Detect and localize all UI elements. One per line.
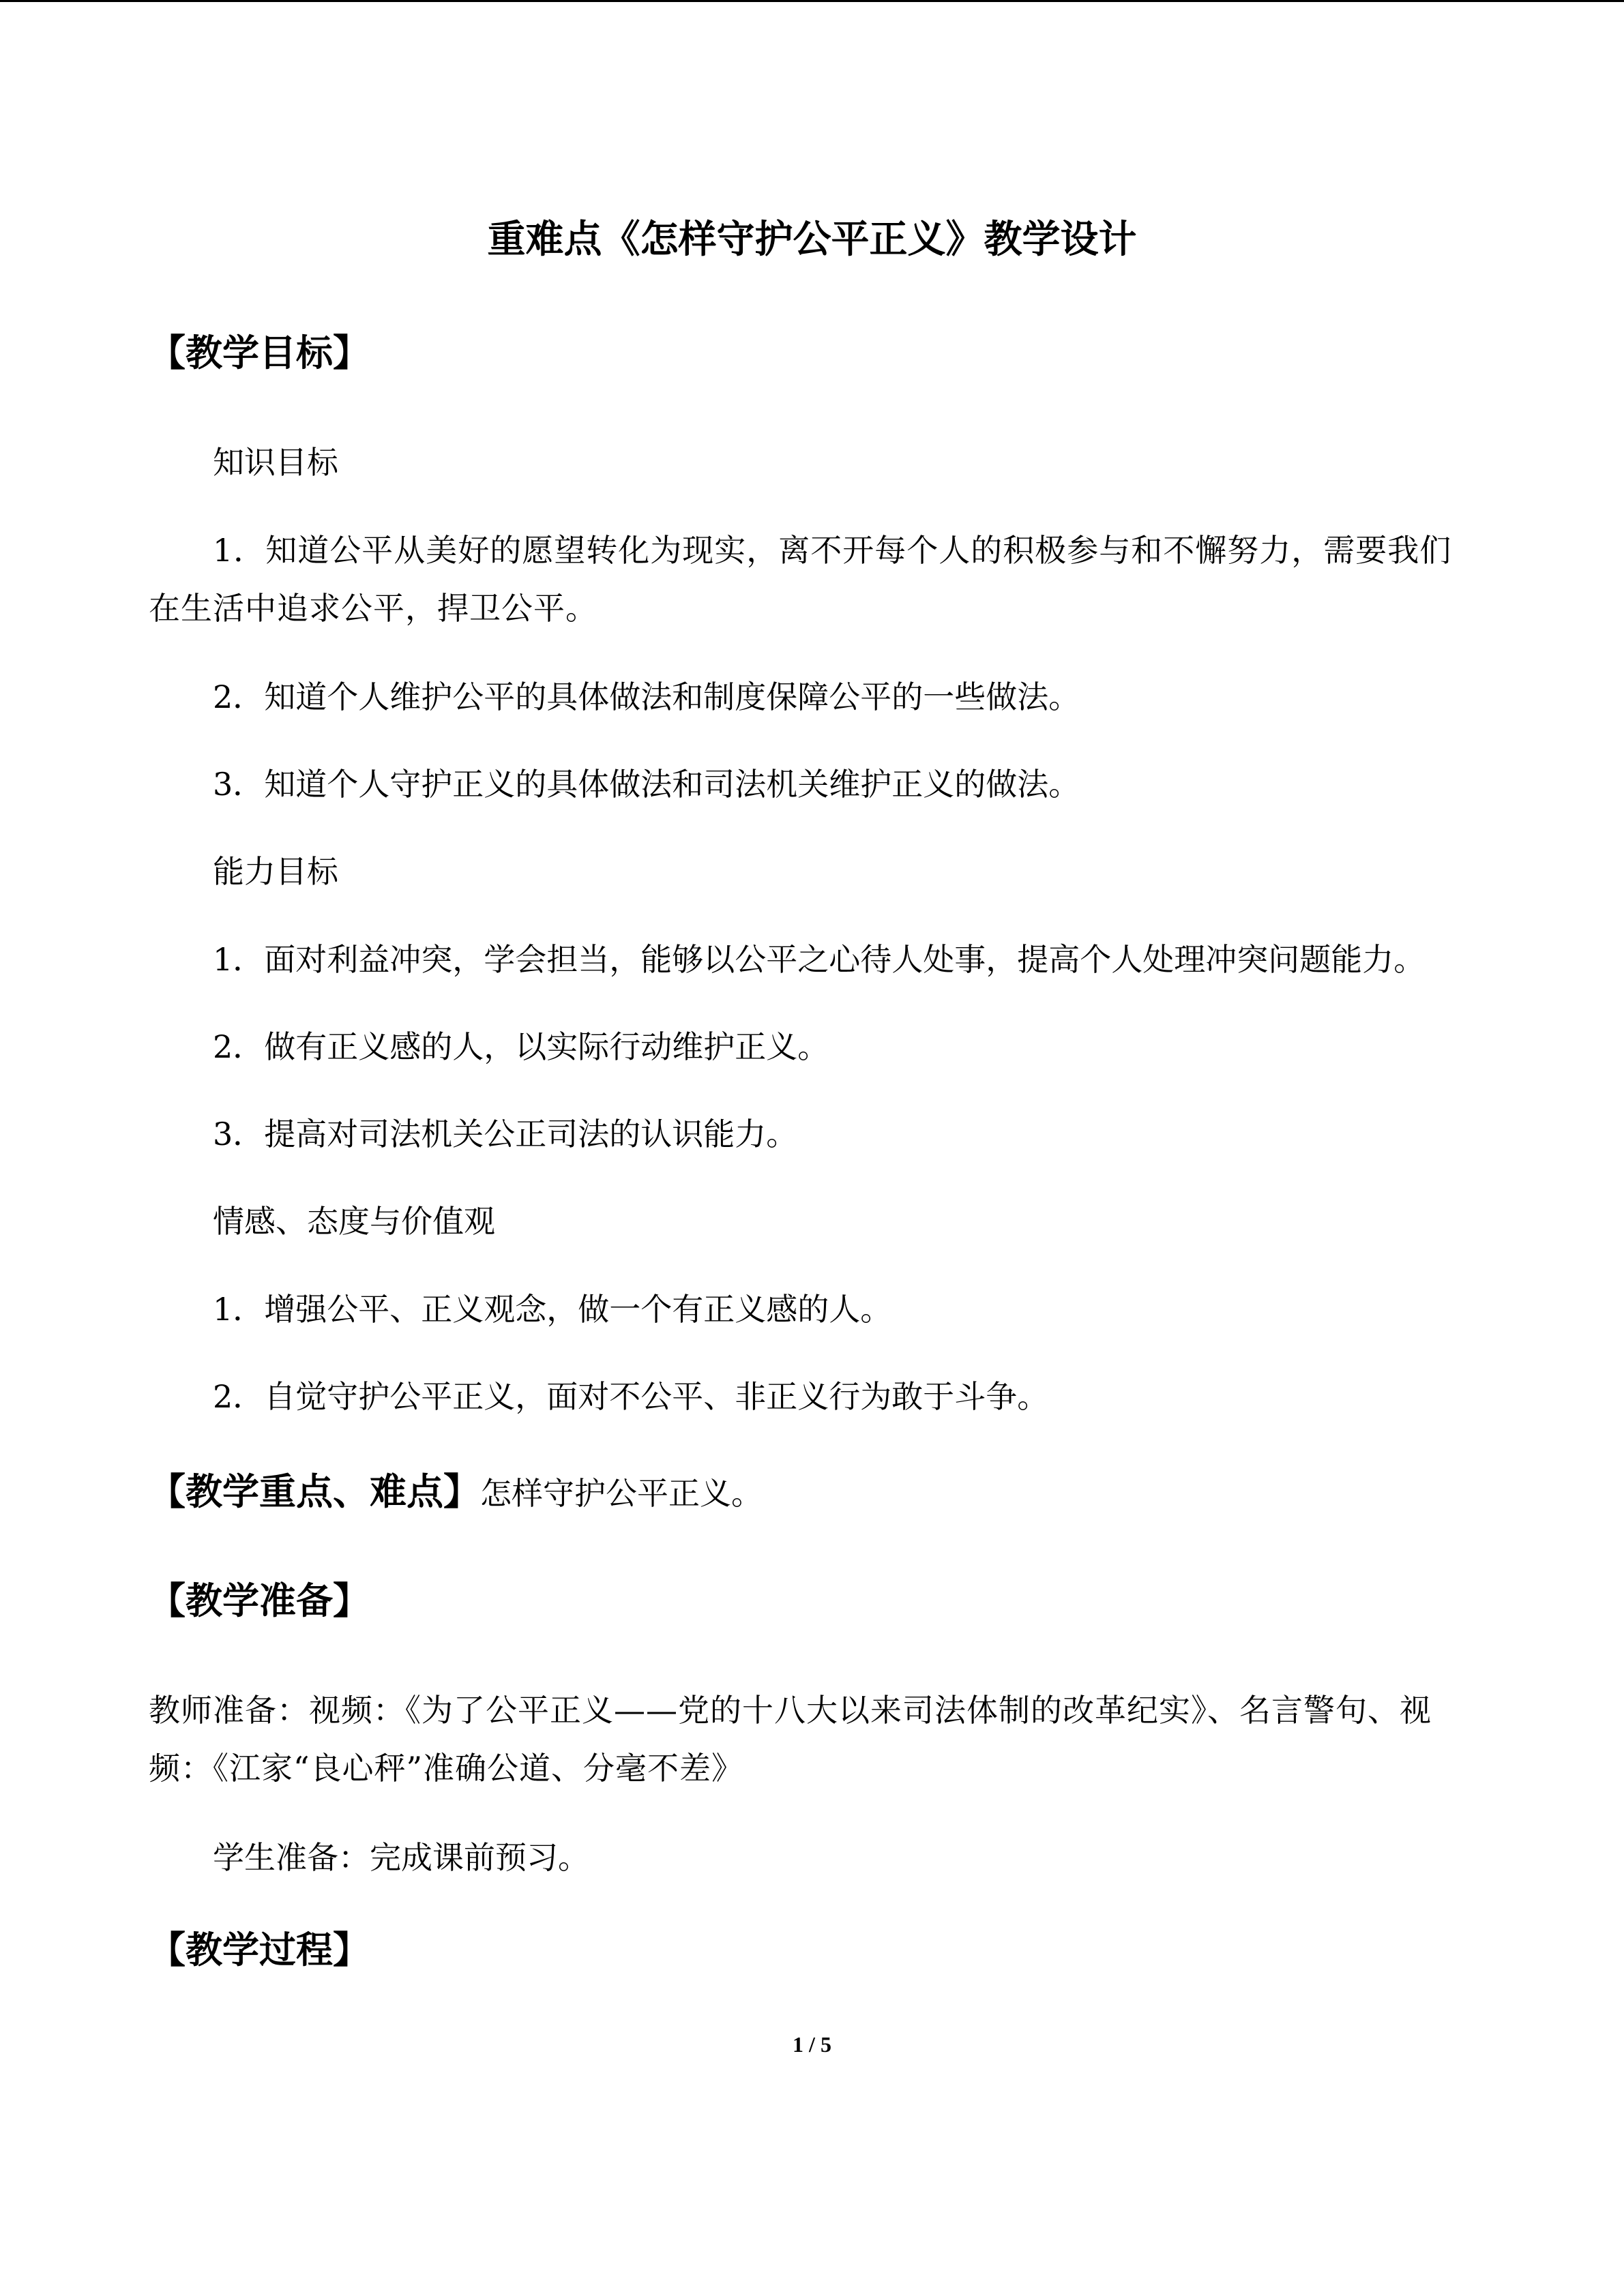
preparation-heading: 【教学准备】 bbox=[149, 1579, 370, 1622]
knowledge-item-2: 2．知道个人维护公平的具体做法和制度保障公平的一些做法。 bbox=[213, 679, 1080, 715]
key-points-heading: 【教学重点、难点】 bbox=[149, 1470, 480, 1513]
ability-item-2: 2．做有正义感的人，以实际行动维护正义。 bbox=[213, 1028, 829, 1065]
document-title: 重难点《怎样守护公平正义》教学设计 bbox=[487, 218, 1137, 262]
knowledge-item-1: 1．知道公平从美好的愿望转化为现实，离不开每个人的积极参与和不懈努力，需要我们在生活中追求公平，捍卫公平。 bbox=[149, 532, 1452, 627]
attitude-item-1: 1．增强公平、正义观念，做一个有正义感的人。 bbox=[213, 1291, 892, 1328]
ability-item-1: 1．面对利益冲突，学会担当，能够以公平之心待人处事，提高个人处理冲突问题能力。 bbox=[213, 941, 1426, 978]
teacher-preparation: 教师准备：视频：《为了公平正义——党的十八大以来司法体制的改革纪实》、名言警句、视频：《江家“良心秤”准确公道、分毫不差》 bbox=[149, 1692, 1432, 1787]
page-number: 1 / 5 bbox=[793, 2032, 831, 2057]
key-points-row bbox=[149, 1465, 763, 1521]
key-points-text: 怎样守护公平正义。 bbox=[480, 1475, 763, 1512]
knowledge-item-3: 3．知道个人守护正义的具体做法和司法机关维护正义的做法。 bbox=[213, 766, 1080, 803]
attitude-item-2: 2．自觉守护公平正义，面对不公平、非正义行为敢于斗争。 bbox=[213, 1378, 1049, 1415]
student-preparation: 学生准备：完成课前预习。 bbox=[213, 1839, 589, 1876]
process-heading: 【教学过程】 bbox=[149, 1928, 370, 1971]
ability-label: 能力目标 bbox=[213, 853, 338, 890]
ability-item-3: 3．提高对司法机关公正司法的认识能力。 bbox=[213, 1116, 798, 1152]
objectives-heading: 【教学目标】 bbox=[149, 331, 370, 374]
attitude-label: 情感、态度与价值观 bbox=[213, 1203, 495, 1240]
knowledge-label: 知识目标 bbox=[213, 444, 338, 481]
